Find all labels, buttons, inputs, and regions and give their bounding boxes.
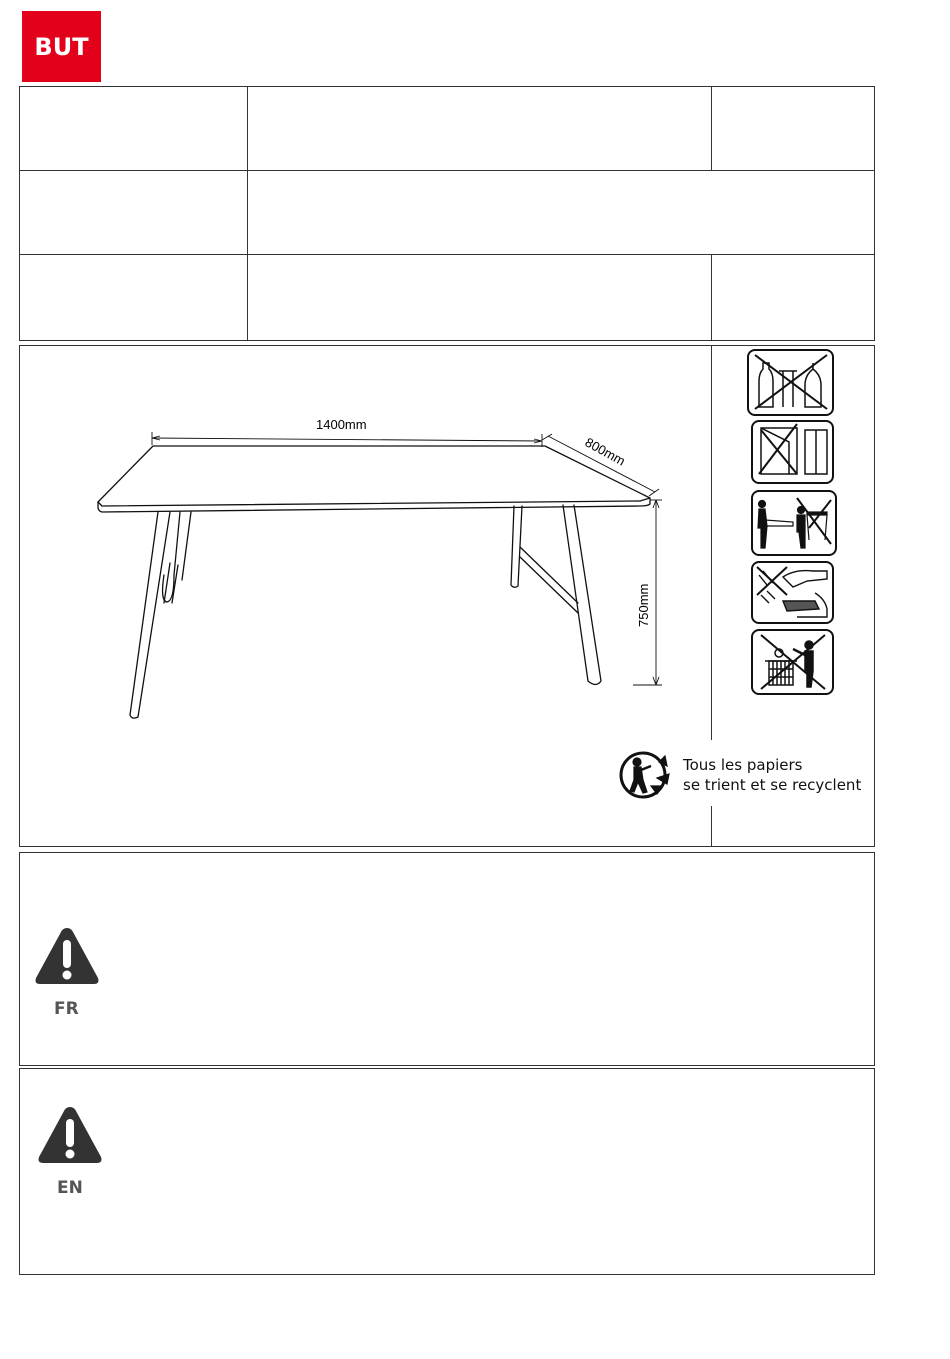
triman-recycle-icon [617,748,677,802]
info-table-row-divider [19,254,875,255]
info-table-col-divider [711,254,712,341]
no-chemical-cleaners-icon [747,349,834,416]
no-abrasive-cleaning-icon [751,561,834,624]
width-dimension-label: 1400mm [316,417,367,432]
info-table [19,86,875,341]
brand-logo [22,11,101,82]
warning-icon [32,924,102,988]
warning-language-label: FR [54,999,79,1019]
warning-section-fr [19,852,875,1066]
do-not-bin-icon [751,629,834,695]
info-table-row-divider [19,170,875,171]
drawing-section-divider [711,345,712,740]
recycling-line-2: se trient et se recyclent [683,776,862,794]
height-dimension-label: 750mm [636,583,651,627]
warning-section-en [19,1068,875,1275]
info-table-col-divider [711,86,712,170]
warning-icon [35,1103,105,1167]
warning-language-label: EN [57,1178,83,1198]
recycling-notice [617,748,872,802]
drawing-section-divider [711,806,712,847]
info-table-col-divider [247,86,248,341]
recycling-text [683,755,873,795]
depth-dimension-label: 800mm [582,434,628,469]
no-direct-sunlight-icon [751,420,834,484]
brand-logo-text: BUT [34,32,89,61]
two-person-assembly-icon [751,490,837,556]
table-drawing [90,405,670,730]
recycling-line-1: Tous les papiers [683,756,803,774]
